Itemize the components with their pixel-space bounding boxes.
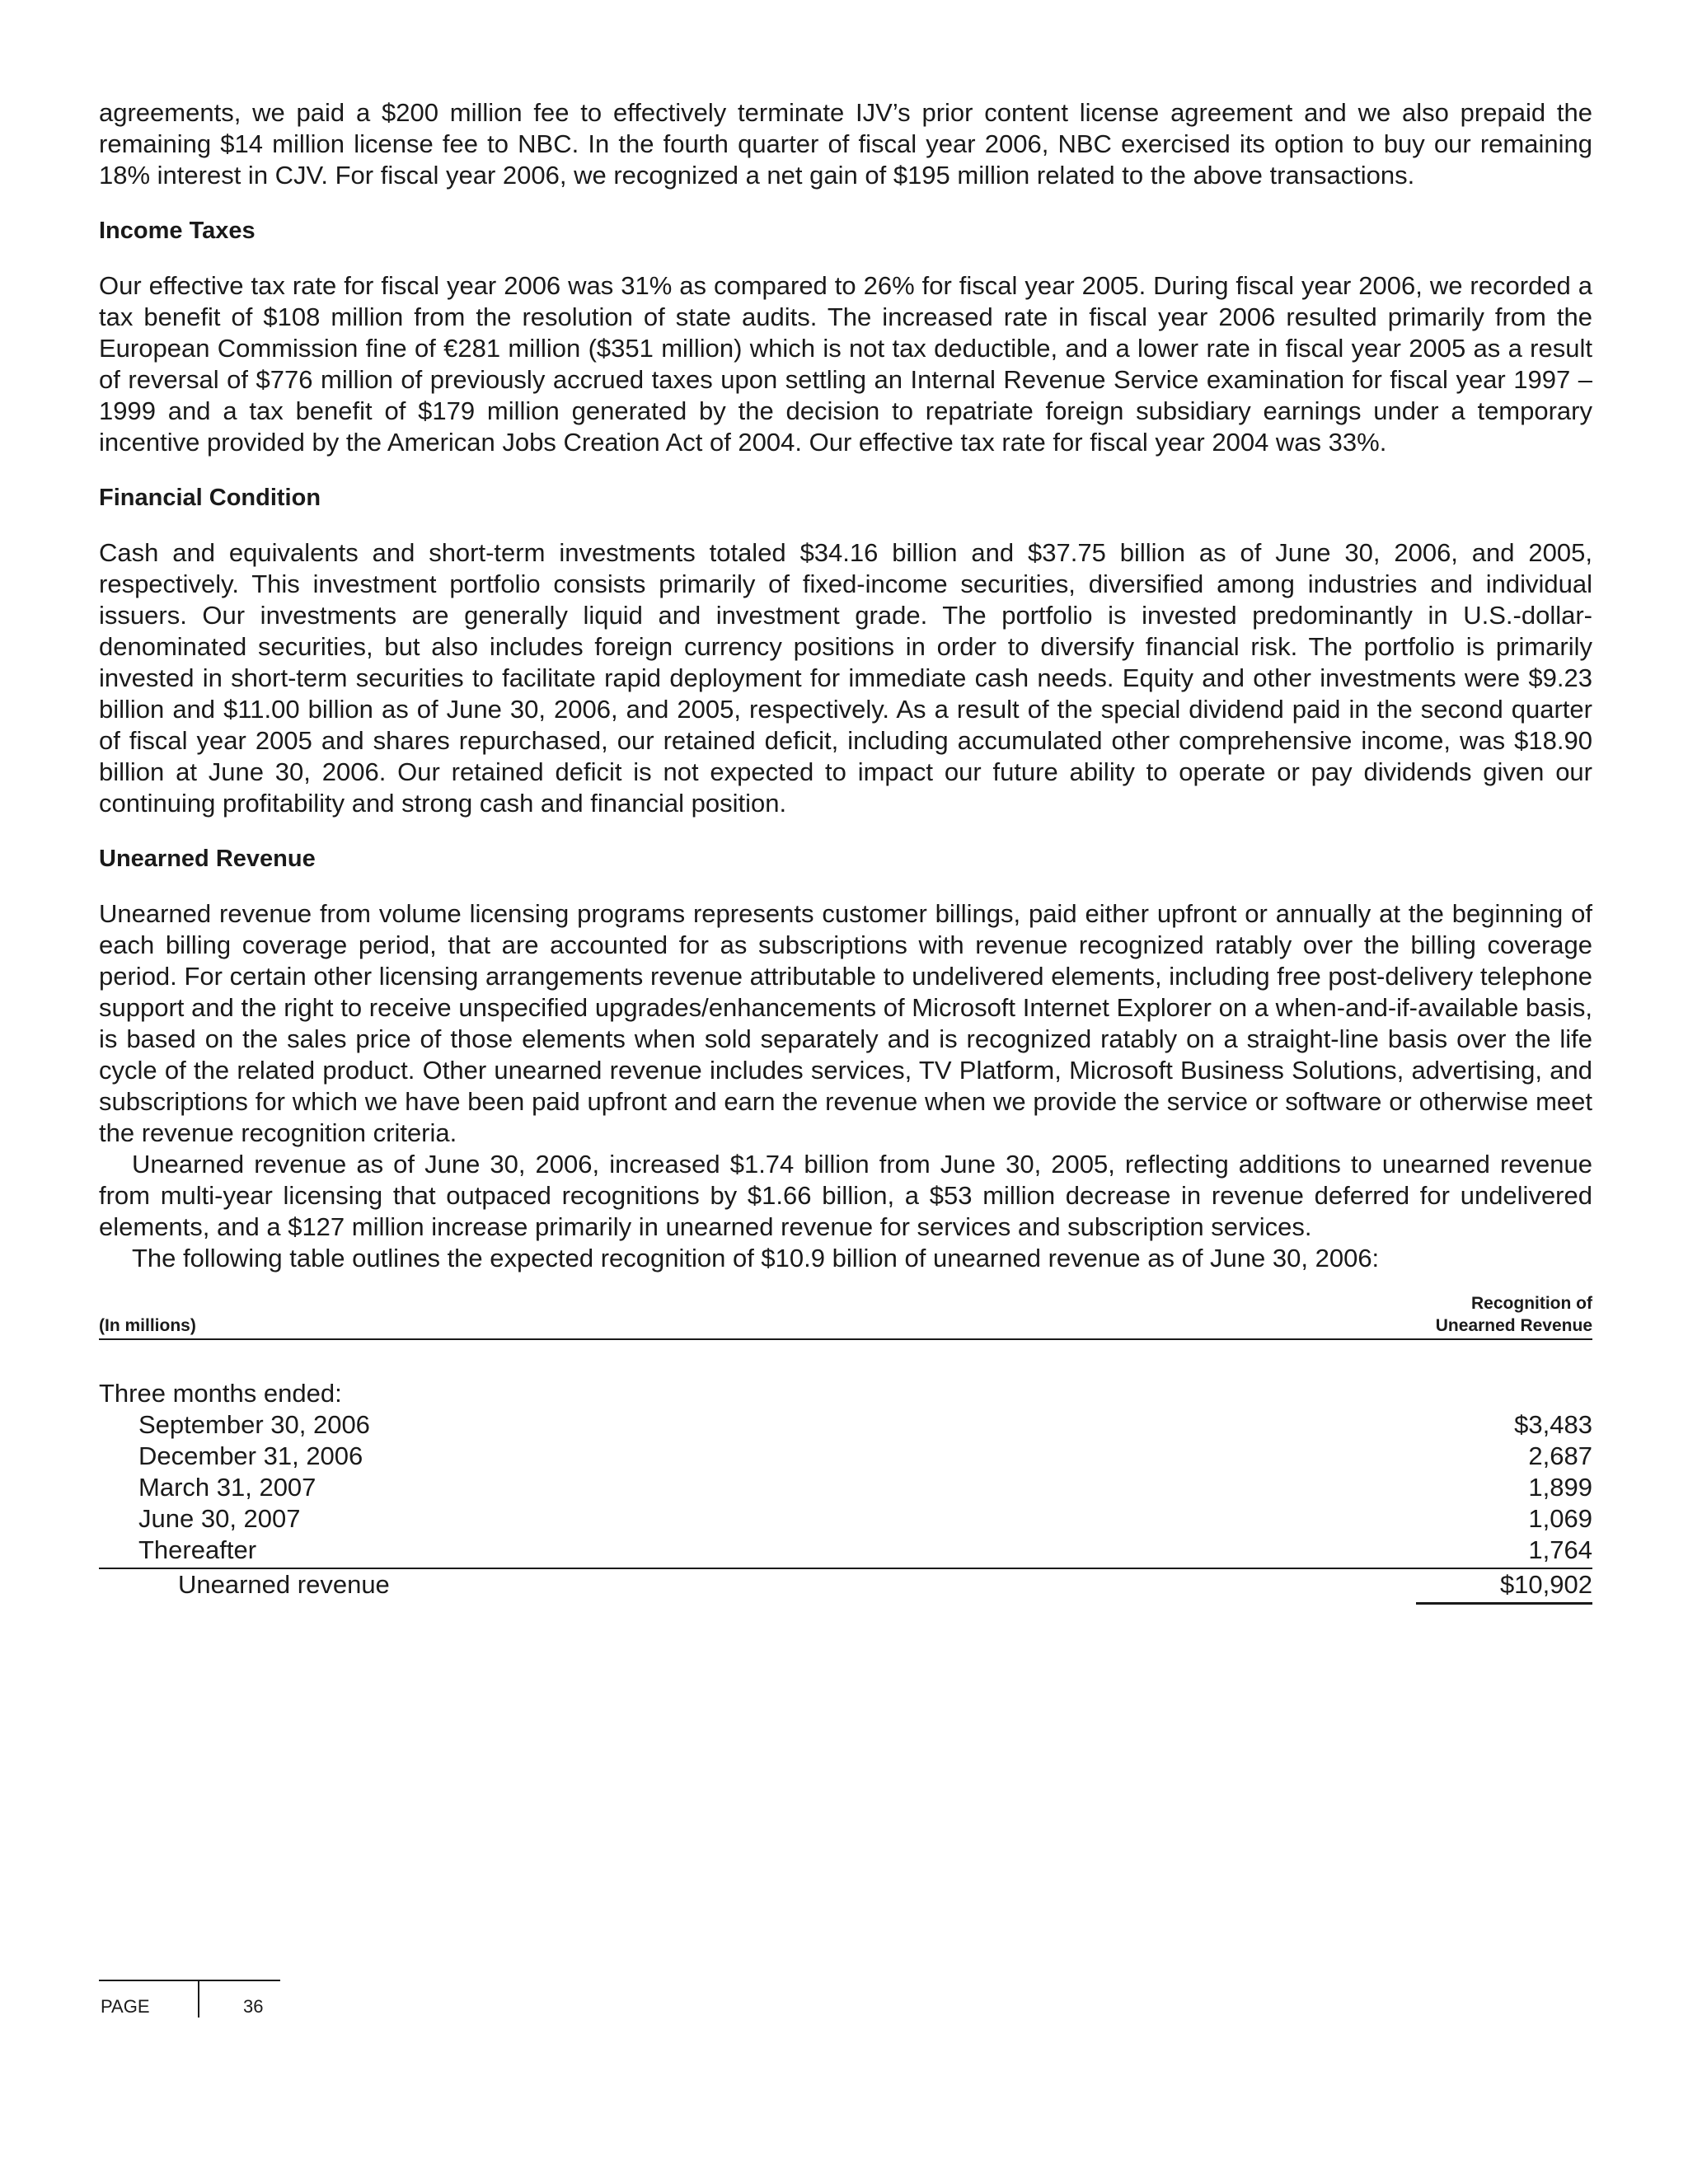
table-header (99, 1292, 1592, 1340)
unearned-revenue-paragraph-3: The following table outlines the expected recognition of $10.9 billion of unearned revenue as of June 30, 2006: (132, 1244, 1380, 1272)
unearned-revenue-paragraph-2: Unearned revenue as of June 30, 2006, increased $1.74 billion from June 30, 2005, reflecting additions to unearned revenue from multi-year licensing that outpaced recognitions by $1.66 billion, a $53 million decrease in revenue deferred for undelivered elements, and a $127 million increase primarily in unearned revenue for services and subscription services. (99, 1150, 1592, 1241)
heading-income-taxes: Income Taxes (99, 218, 256, 244)
row-value: 1,899 (1528, 1473, 1592, 1502)
intro-paragraph: agreements, we paid a $200 million fee to effectively terminate IJV’s prior content license agreement and we also prepaid the remaining $14 million license fee to NBC. In the fourth quarter of fiscal year 2006, NBC exercised its option to buy our remaining 18% interest in CJV. For fiscal year 2006, we recognized a net gain of $195 million related to the above transactions. (99, 98, 1592, 190)
group-label: Three months ended: (99, 1379, 342, 1408)
heading-unearned-revenue: Unearned Revenue (99, 846, 316, 872)
table-row (99, 1441, 1592, 1472)
page-footer (99, 1980, 280, 2018)
footer-rule (99, 1980, 280, 1981)
unearned-revenue-paragraph-1: Unearned revenue from volume licensing programs represents customer billings, paid either upfront or annually at the beginning of each billing coverage period, that are accounted for as subscriptions with revenue recognized ratably over the billing coverage period. For certain other licensing arrangements revenue attributable to undelivered elements, including free post-delivery telephone support and the right to receive unspecified upgrades/enhancements of Microsoft Internet Explorer on a when-and-if-available basis, is based on the sales price of those elements when sold separately and is recognized ratably on a straight-line basis over the life cycle of the related product. Other unearned revenue includes services, TV Platform, Microsoft Business Solutions, advertising, and subscriptions for which we have been paid upfront and earn the revenue when we provide the service or software or otherwise meet the revenue recognition criteria. (99, 899, 1592, 1147)
column-header-line-1: Recognition of (1471, 1294, 1592, 1313)
row-label: December 31, 2006 (138, 1441, 363, 1470)
financial-condition-paragraph: Cash and equivalents and short-term investments totaled $34.16 billion and $37.75 billion as of June 30, 2006, and 2005, respectively. This investment portfolio consists primarily of fixed-income securities, diversified among industries and individual issuers. Our investments are generally liquid and investment grade. The portfolio is invested predominantly in U.S.-dollar-denominated securities, but also includes foreign currency positions in order to diversify financial risk. The portfolio is primarily invested in short-term securities to facilitate rapid deployment for immediate cash needs. Equity and other investments were $9.23 billion and $11.00 billion as of June 30, 2006, and 2005, respectively. As a result of the special dividend paid in the second quarter of fiscal year 2005 and shares repurchased, our retained deficit, including accumulated other comprehensive income, was $18.90 billion at June 30, 2006. Our retained deficit is not expected to impact our future ability to operate or pay dividends given our continuing profitability and strong cash and financial position. (99, 538, 1592, 818)
table-row (99, 1409, 1592, 1441)
table-unit-label: (In millions) (99, 1316, 196, 1335)
row-label: June 30, 2007 (138, 1504, 301, 1533)
row-value: 1,069 (1528, 1504, 1592, 1533)
heading-financial-condition: Financial Condition (99, 485, 321, 511)
total-value: $10,902 (1416, 1569, 1592, 1605)
footer-page-label: PAGE (101, 1996, 150, 2017)
footer-divider (198, 1980, 199, 2018)
row-label: March 31, 2007 (138, 1473, 316, 1502)
row-value: 1,764 (1528, 1535, 1592, 1564)
table-body (99, 1378, 1592, 1605)
column-header-line-2: Unearned Revenue (1435, 1316, 1592, 1335)
row-label: Thereafter (138, 1535, 257, 1564)
unearned-revenue-table (99, 1292, 1592, 1605)
income-taxes-paragraph: Our effective tax rate for fiscal year 2006 was 31% as compared to 26% for fiscal year 2005. During fiscal year 2006, we recorded a tax benefit of $108 million from the resolution of state audits. The increased rate in fiscal year 2006 resulted primarily from the European Commission fine of €281 million ($351 million) which is not tax deductible, and a lower rate in fiscal year 2005 as a result of reversal of $776 million of previously accrued taxes upon settling an Internal Revenue Service examination for fiscal year 1997 – 1999 and a tax benefit of $179 million generated by the decision to repatriate foreign subsidiary earnings under a temporary incentive provided by the American Jobs Creation Act of 2004. Our effective tax rate for fiscal year 2004 was 33%. (99, 271, 1592, 457)
document-page (99, 97, 1592, 1605)
row-label: September 30, 2006 (138, 1410, 370, 1439)
table-row (99, 1503, 1592, 1535)
table-column-header (1436, 1292, 1592, 1337)
row-value: 2,687 (1528, 1441, 1592, 1470)
table-total-row (99, 1569, 1592, 1605)
table-group-row (99, 1378, 1592, 1409)
table-row (99, 1535, 1592, 1566)
row-value: $3,483 (1514, 1410, 1592, 1439)
total-label: Unearned revenue (178, 1570, 390, 1599)
table-row (99, 1472, 1592, 1503)
footer-page-number: 36 (243, 1996, 264, 2017)
